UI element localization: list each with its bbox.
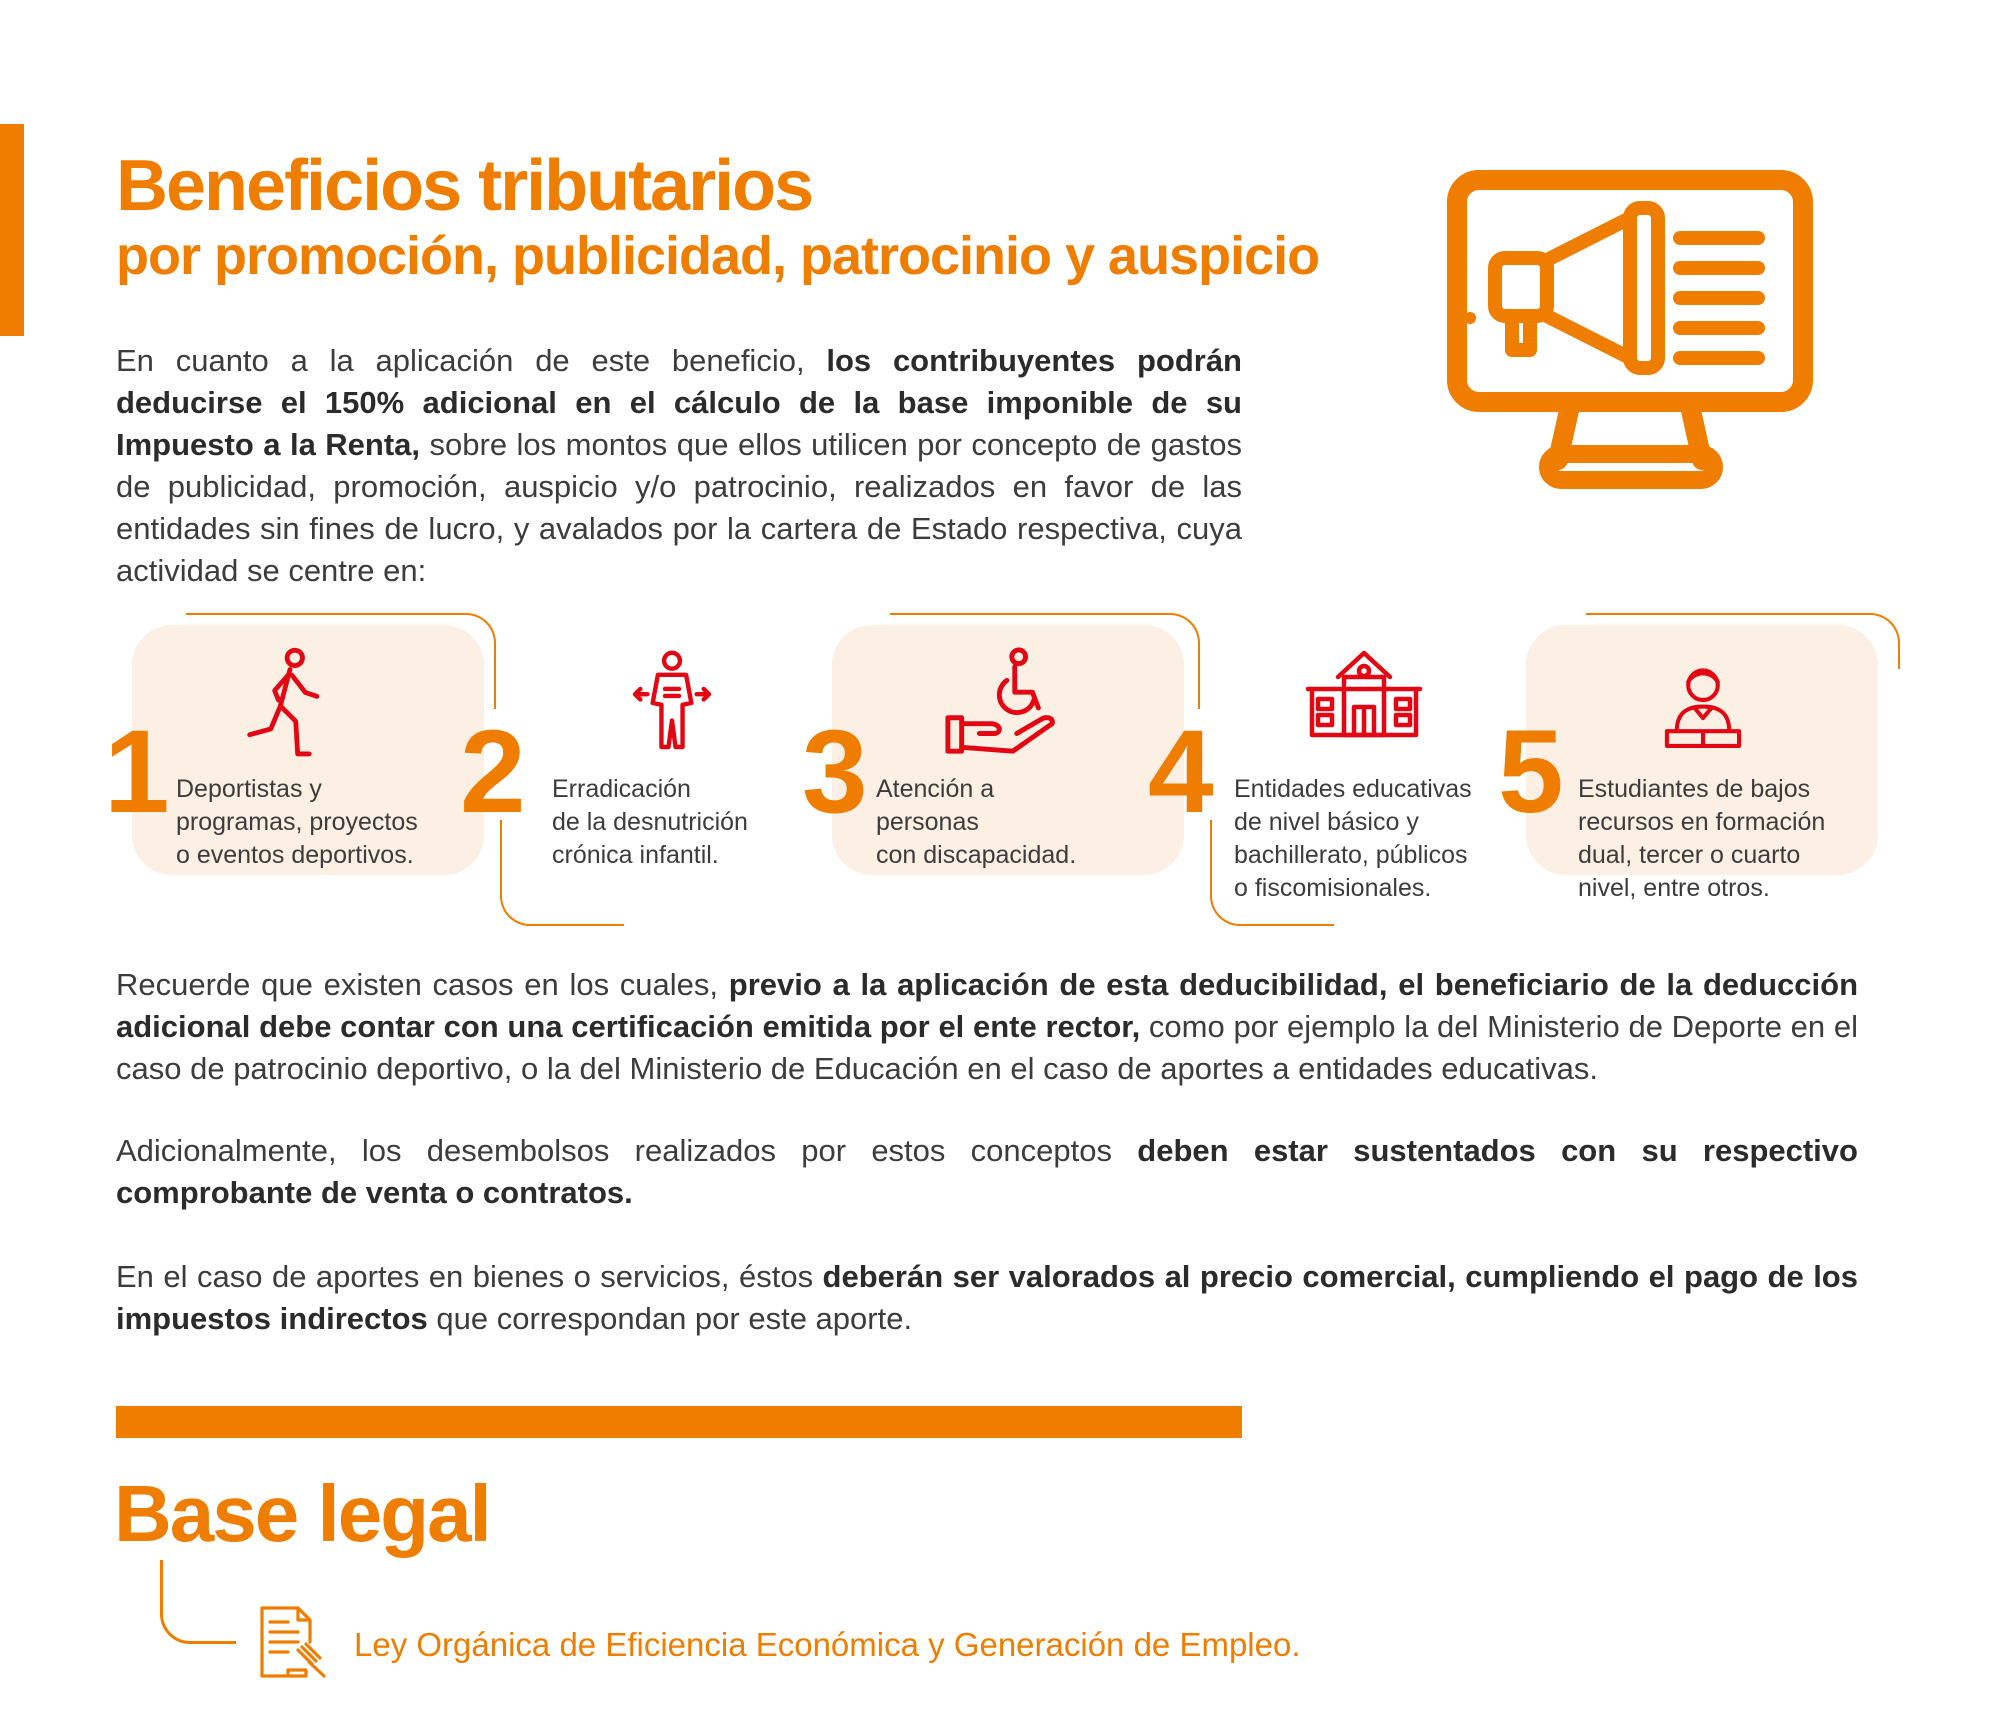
goods-services-paragraph: En el caso de aportes en bienes o servicios, éstos deberán ser valorados al precio comercial, cumpliendo el pago de los impuestos indirectos que correspondan por este aporte. [116,1259,1858,1336]
supporting-documents-paragraph: Adicionalmente, los desembolsos realizados por estos conceptos deben estar sustentados con su respectivo comprobante de venta o contratos. [116,1133,1858,1210]
item-description: Estudiantes de bajos recursos en formación dual, tercer o cuarto nivel, entre otros. [1578,775,1826,902]
certification-paragraph: Recuerde que existen casos en los cuales, previo a la aplicación de esta deducibilidad, el beneficiario de la deducción adicional debe contar con una certificación emitida por el ente rector, como por ejemplo la del Ministerio de Deporte en el caso de patrocinio deportivo, o la del Ministerio de Educación en el caso de aportes a entidades educativas. [116,967,1859,1086]
monitor-megaphone-icon [1440,168,1820,493]
item-description: Erradicación de la desnutrición crónica infantil. [552,775,748,869]
item-description: Deportistas y programas, proyectos o eventos deportivos. [176,775,418,869]
item-number: 5 [1498,706,1564,838]
benefit-item-4 [1148,625,1536,902]
benefit-item-5 [1498,625,1878,902]
item-number: 2 [460,706,526,838]
law-reference: Ley Orgánica de Eficiencia Económica y Generación de Empleo. [354,1626,1301,1663]
hand-wheelchair-icon [942,645,1060,763]
item-number: 3 [802,706,868,838]
item-number: 4 [1148,706,1214,838]
benefit-item-2 [460,625,810,875]
page-subtitle: por promoción, publicidad, patrocinio y auspicio [116,226,1320,286]
legal-title: Base legal [114,1469,490,1558]
legal-divider-bar [116,1406,1242,1438]
student-reading-icon [1662,663,1744,755]
child-growth-icon [628,643,716,763]
runner-icon [242,645,338,763]
item-description: Entidades educativas de nivel básico y bachillerato, públicos o fiscomisionales. [1234,775,1472,902]
page-title: Beneficios tributarios [116,146,813,226]
intro-paragraph: En cuanto a la aplicación de este beneficio, los contribuyentes podrán deducirse el 150% adicional en el cálculo de la base imponible de su Impuesto a la Renta, sobre los montos que ellos utilicen por concepto de gastos de publicidad, promoción, auspicio y/o patrocinio, realizados en favor de las entidades sin fines de lucro, y avalados por la cartera de Estado respectiva, cuya actividad se centre en: [116,343,1243,588]
benefit-item-3 [802,625,1184,875]
school-building-icon [1304,649,1424,739]
legal-connector-line [160,1560,236,1644]
item-description: Atención a personas con discapacidad. [876,775,1077,869]
item-number: 1 [104,706,170,838]
accent-bar [0,124,24,336]
legal-document-gavel-icon [258,1604,334,1680]
benefit-item-1 [104,625,484,875]
